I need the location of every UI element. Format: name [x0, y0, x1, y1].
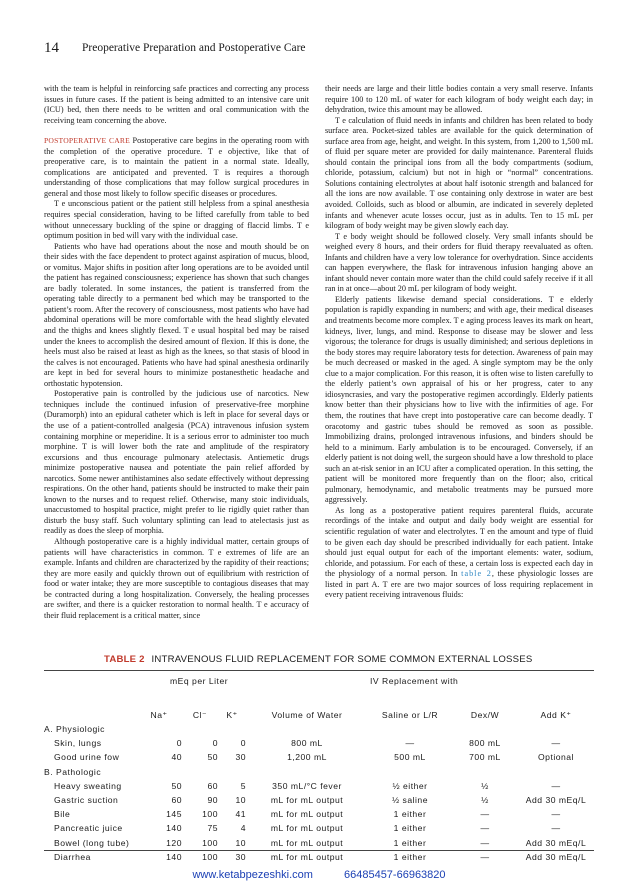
table-cell: Optional [537, 752, 574, 763]
table-cell: Add 30 mEq/L [525, 795, 587, 806]
table-section-row [44, 722, 594, 736]
table-cell: 5 [240, 780, 246, 791]
group-header-iv: IV Replacement with [370, 676, 459, 686]
group-header-meq: mEq per Liter [170, 676, 229, 686]
table-cell: 30 [235, 851, 246, 862]
table-cell: 60 [171, 795, 182, 806]
column-header: Saline or L/R [381, 710, 439, 720]
table-row [44, 821, 594, 835]
table-row [44, 750, 594, 764]
paragraph-gap [44, 126, 309, 136]
table-cell: 100 [202, 837, 218, 848]
table-cell: 1,200 mL [287, 752, 327, 763]
footer-phone: 66485457-66963820 [343, 869, 446, 881]
table-cell: mL for mL output [270, 809, 344, 820]
paragraph [325, 84, 593, 116]
table-cell: 30 [235, 752, 246, 763]
table-cell: Skin, lungs [54, 738, 102, 749]
column-header: Na⁺ [150, 709, 168, 720]
table-cell: 1 either [393, 809, 427, 820]
table-cell: 50 [207, 752, 218, 763]
table-cell: Add 30 mEq/L [525, 837, 587, 848]
table-cell: — [480, 837, 490, 848]
table-cell: 0 [212, 738, 218, 749]
table-cell: 145 [166, 809, 182, 820]
table-cell: — [405, 738, 415, 749]
table-cell: 10 [235, 795, 246, 806]
table-row [44, 736, 594, 750]
section-label: B. Pathologic [44, 766, 102, 777]
table-cell: mL for mL output [270, 823, 344, 834]
paragraph-text: Postoperative care begins in the operating room with the completion of the operative procedure. T e objective, like that of preoperative care, is to maintain the patient in a normal state. Ideally, complications are anticipated and prevented. T is requires a thorough understanding of those complications that may follow surgical procedures in general and those most likely to follow specific diseases or procedures. [44, 136, 309, 198]
table-cell: 60 [207, 780, 218, 791]
table-cell: 41 [235, 809, 246, 820]
page-number: 14 [44, 40, 59, 56]
paragraph [325, 116, 593, 232]
paragraph-text: their needs are large and their little bodies contain a very small reserve. Infants require 100 to 120 mL of water for each kilogram of body weight each day; in dehydration, twice this amount may be allowed. [325, 84, 593, 115]
table-cell: 120 [166, 837, 182, 848]
table-bottom-rule [44, 850, 594, 851]
table-cell: 140 [166, 851, 182, 862]
table-cell: 1 either [393, 837, 427, 848]
running-title: Preoperative Preparation and Postoperative Care [82, 42, 306, 54]
paragraph-text: Postoperative pain is controlled by the judicious use of narcotics. New techniques include the continued infusion of preservative-free morphine (Duramorph) into an epidural catheter which is left in place for several days or the use of a patient-controlled analgesia (PCA) intravenous infusion system containing morphine or meperidine. It is a serious error to administer too much morphine. T is will lower both the rate and amplitude of the respiratory excursions and thus encourage pulmonary atelectasis. Antiemetic drugs minimize postoperative nausea and potentiate the pain relief afforded by narcotics. Some newer antihistamines also sedate effectively without depressing respirations. On the other hand, patients should be instructed to make their pain known to the nurses and to request relief. Otherwise, many stoic individuals, unaccustomed to hospital practice, might prefer to lie rigidly quiet rather than disturb the busy staff. Such voluntary splinting can lead to atelectasis just as readily as does the sleep of morphia. [44, 389, 309, 536]
paragraph [325, 295, 593, 506]
table-cell: 10 [235, 837, 246, 848]
section-label: A. Physiologic [44, 724, 105, 735]
paragraph [325, 232, 593, 295]
paragraph-text: T e unconscious patient or the patient still helpless from a spinal anesthesia requires special consideration, having to be lifted carefully from table to bed without unnecessary buckling of the spine or dragging of flaccid limbs. T e optimum position in bed will vary with the individual case. [44, 199, 309, 241]
table-cell: — [551, 780, 561, 791]
paragraph [44, 389, 309, 537]
table-label: TABLE 2 [104, 654, 145, 665]
paragraph [44, 136, 309, 199]
table-cell: Add 30 mEq/L [525, 851, 587, 862]
paragraph-text: T e body weight should be followed closely. Very small infants should be weighed every 8 hours, and their orders for fluid therapy reevaluated as often. Infants and children have a very low tolerance for overhydration. Since accidents can happen everywhere, the flask for intravenous infusion hanging above an infant should never contain more water than the child could safely receive if it all ran in at once—about 20 mL per kilogram of body weight. [325, 231, 593, 294]
table-cell: 350 mL/°C fever [272, 780, 342, 791]
table-cell: 50 [171, 780, 182, 791]
table-top-rule [44, 670, 594, 671]
table-cell: ½ saline [391, 795, 428, 806]
table-cell: mL for mL output [270, 795, 344, 806]
left-text-column [44, 84, 309, 621]
table-cell: 700 mL [469, 752, 501, 763]
column-header-row [44, 708, 594, 722]
section-heading: POSTOPERATIVE CARE [44, 136, 131, 146]
table-cell: 800 mL [291, 738, 323, 749]
table-cell: 0 [240, 738, 246, 749]
table-cell: 1 either [393, 823, 427, 834]
paragraph [44, 242, 309, 390]
table-cell: 100 [202, 809, 218, 820]
table-row [44, 850, 594, 864]
table-cell: mL for mL output [270, 837, 344, 848]
table-cell: mL for mL output [270, 851, 344, 862]
paragraph-text: Patients who have had operations about the nose and mouth should be on their sides with the face dependent to protect against aspiration of mucus, blood, or vomitus. Major shifts in position after long operations are to be avoided until the patient has regained consciousness; experience has shown that such changes are badly tolerated. In some instances, the patient is transferred from the operating table directly to a permanent bed which may be transported to the patient’s room. After the recovery of consciousness, most patients who have had abdominal operations will be more comfortable with the head slightly elevated and the thighs and knees slightly flexed. T e usual hospital bed may be raised under the knees to accomplish the desired amount of flexion. If this is done, the heels must also be raised at least as high as the knees, so that stasis of blood in the calves is not encouraged. Patients who have had spinal anesthesia ordinarily are kept in bed for several hours to minimize postanesthetic headache and orthostatic hypotension. [44, 241, 309, 388]
paragraph [44, 84, 309, 126]
table-reference-link[interactable]: table 2 [461, 569, 492, 579]
table-cell: ½ [481, 795, 489, 806]
table-section-row [44, 765, 594, 779]
table-cell: 100 [202, 851, 218, 862]
table-cell: — [551, 809, 561, 820]
page-footer [0, 869, 638, 881]
paragraph-text: Although postoperative care is a highly individual matter, certain groups of patients will have characteristics in common. T e extremes of life are an example. Infants and children are characterized by the rapidity of their reactions; they are more easily and quickly thrown out of equilibrium with restriction of food or water intake; they are more susceptible to contagious diseases that may be contracted during a long hospitalization. Conversely, the healing processes are swifter, and there is a quicker restoration to normal health. T e accuracy of their fluid replacement is a critical matter, since [44, 536, 309, 620]
table-row [44, 836, 594, 850]
page-header [44, 40, 604, 60]
column-header: Volume of Water [271, 710, 343, 720]
paragraph-text: with the team is helpful in reinforcing safe practices and correcting any process issues in future cases. If the patient is being admitted to an intensive care unit (ICU) bed, then there needs to be written and oral communication with the receiving team concerning the above. [44, 84, 309, 125]
table-cell: Diarrhea [54, 851, 91, 862]
table-cell: 140 [166, 823, 182, 834]
table-cell: — [480, 809, 490, 820]
paragraph [44, 537, 309, 621]
column-header [44, 708, 136, 722]
paragraph [325, 506, 593, 601]
table-cell: Gastric suction [54, 795, 119, 806]
table-cell: — [480, 851, 490, 862]
right-text-column [325, 84, 593, 601]
paragraph-text: As long as a postoperative patient requires parenteral fluids, accurate recordings of the intake and output and daily body weight are essential for scientific regulation of water and electrolytes. T en the amount and type of fluid to be given each day should be prescribed individually for each patient. Intake should just equal output for each of the important elements: water, sodium, chloride, and potassium. For each of these, a certain loss is expected each day in the physiology of a normal person. In [325, 505, 593, 579]
table-cell: Bowel (long tube) [54, 837, 130, 848]
column-header: K⁺ [226, 709, 238, 720]
table-cell: Bile [54, 809, 71, 820]
paragraph-text: , these physiologic losses are listed in part A. T ere are two major sources of loss requiring replacement in every patient receiving intravenous fluids: [325, 569, 593, 600]
table-cell: — [551, 823, 561, 834]
table-cell: 500 mL [394, 752, 426, 763]
table-cell: — [551, 738, 561, 749]
table-cell: ½ [481, 780, 489, 791]
column-header: Dex/W [470, 710, 500, 720]
table-title: INTRAVENOUS FLUID REPLACEMENT FOR SOME COMMON EXTERNAL LOSSES [151, 654, 533, 665]
table-cell: Good urine fow [54, 752, 120, 763]
table-cell: 90 [207, 795, 218, 806]
table-cell: 75 [207, 823, 218, 834]
table-cell: 1 either [393, 851, 427, 862]
table-cell: Pancreatic juice [54, 823, 123, 834]
table-cell: 0 [176, 738, 182, 749]
table-row [44, 807, 594, 821]
table-cell: — [480, 823, 490, 834]
table-cell: 4 [240, 823, 246, 834]
column-header: Cl⁻ [192, 709, 208, 720]
table-cell: ½ either [392, 780, 428, 791]
table-cell: 800 mL [469, 738, 501, 749]
paragraph-text: Elderly patients likewise demand special considerations. T e elderly population is rapidly expanding in numbers; and with age, their medical diseases and treatments become more complex. T e aging process leaves its mark on heart, kidneys, liver, lungs, and mind. Response to disease may be slower and less vigorous; the tolerance for drugs is usually diminished; and serious depletions in the body stores may require laboratory tests for detection. Awareness of pain may be much decreased or masked in the aged. A single symptom may be the only clue to a major complication. For this reason, it is often wise to listen carefully to the elderly patient’s own appraisal of his or her progress, cater to any idiosyncrasies, and vary the postoperative regimen accordingly. Elderly patients know better than their physicians how to live with the infirmities of age. For them, the routines that have crept into postoperative care can become deadly. T oracotomy and gastric tubes should be removed as soon as possible. Immobilizing drains, prolonged intravenous infusions, and binders should be held to a minimum. Early ambulation is to be encouraged. Conversely, if an elderly patient is not doing well, the surgeon should have a low threshold to place such an at-risk senior in an ICU after a complicated operation. In this setting, the patient will be monitored more frequently than on the floor; also, critical pulmonary, hemodynamic, and metabolic treatments may be pursued more aggressively. [325, 294, 593, 505]
table-body [44, 708, 594, 864]
footer-website[interactable]: www.ketabpezeshki.com [192, 869, 313, 881]
table-cell: 40 [171, 752, 182, 763]
table-row [44, 779, 594, 793]
table-row [44, 793, 594, 807]
paragraph-text: T e calculation of fluid needs in infants and children has been related to body surface area. Pocket-sized tables are available for the quick determination of surface area from age, height, and weight. In this system, from 1,200 to 1,500 mL of fluid per square meter are provided for daily maintenance. Parenteral fluids should contain the principal ions from all the body compartments (sodium, chloride, potassium, calcium) but not in high or “normal” concentrations. Solutions containing electrolytes at about half isotonic strength and balanced for all the ions are now available. T ose containing only dextrose in water are best avoided. Colloids, such as blood or albumin, are indicated in severely depleted infants and whenever acute losses occur, just as in adults. Ten to 15 mL per kilogram of body weight may be given slowly each day. [325, 115, 593, 231]
column-header: Add K⁺ [540, 709, 572, 720]
table-caption [104, 654, 532, 665]
table-cell: Heavy sweating [54, 780, 122, 791]
paragraph [44, 199, 309, 241]
